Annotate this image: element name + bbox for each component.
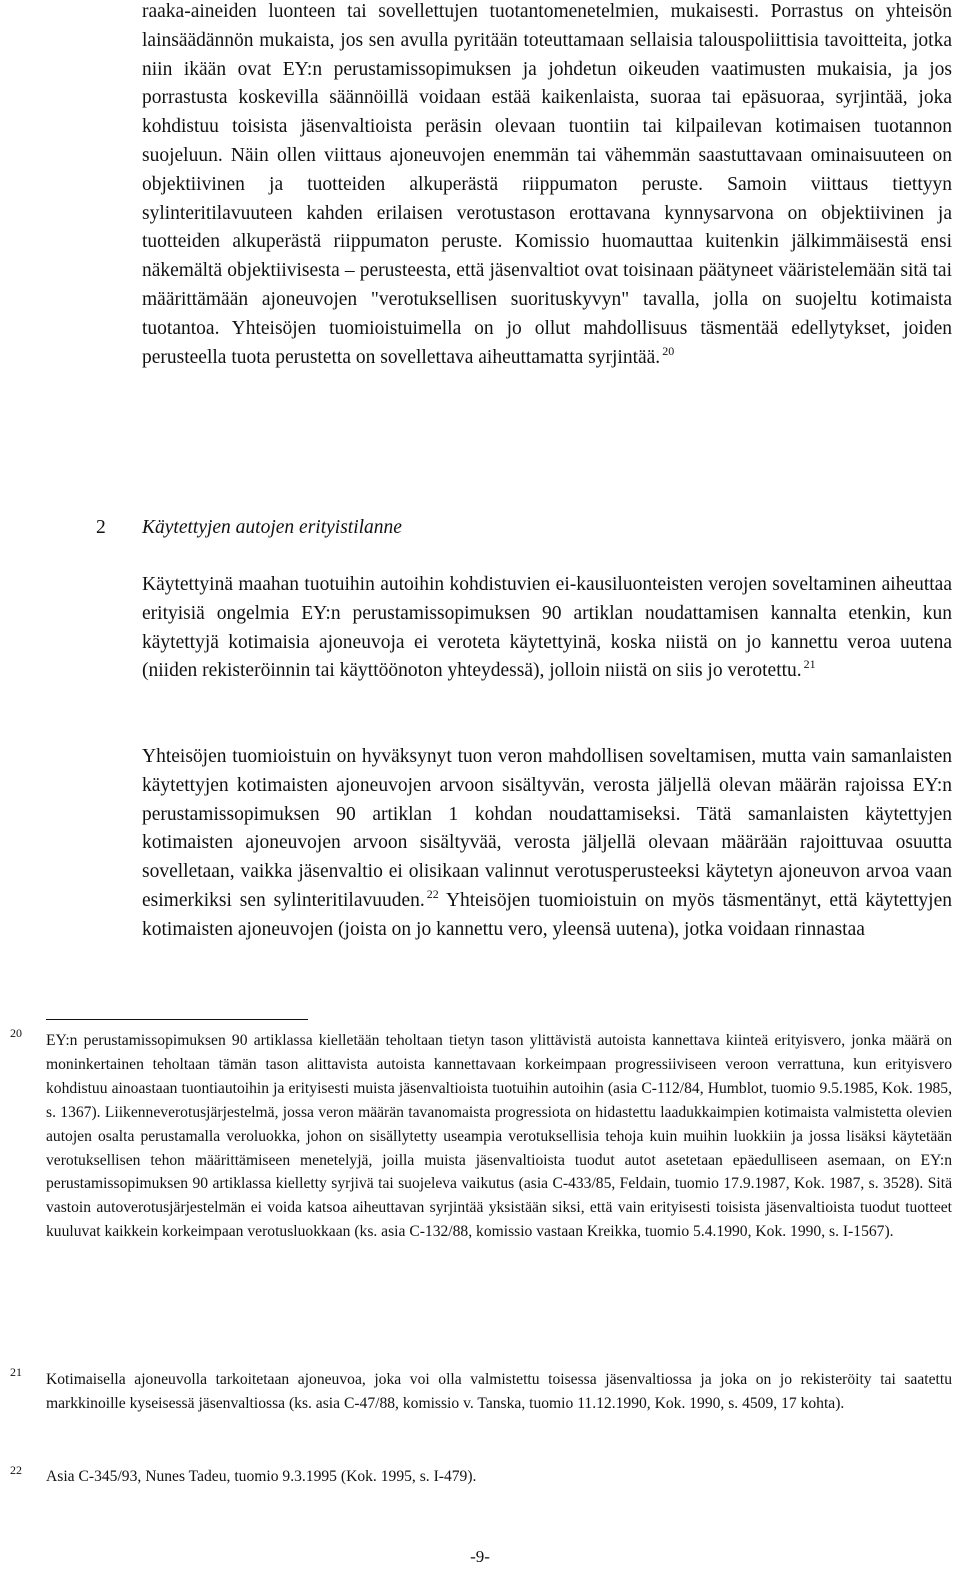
footnote-marker: 22 <box>10 1463 22 1477</box>
footnote-separator <box>46 1019 308 1020</box>
section-number: 2 <box>96 517 106 538</box>
section-title: Käytettyjen autojen erityistilanne <box>142 517 402 538</box>
paragraph-text-continued: Yhteisöjen tuomioistuin on myös täsmentänyt, että käytettyjen kotimaisten ajoneuvojen (joista on jo kannettu vero, yleensä uutena), jotka voidaan rinnastaa <box>142 889 953 940</box>
footnote-22: Asia C-345/93, Nunes Tadeu, tuomio 9.3.1995 (Kok. 1995, s. I-479). <box>46 1468 477 1485</box>
paragraph-porrastus <box>142 0 952 372</box>
footnote-20: EY:n perustamissopimuksen 90 artiklassa kielletään teholtaan tietyn tason ylittävistä autoista kannettava kiinteä erityisvero, jonka määrä on moninkertainen teholtaan tämän tason alittavista autoista kannettavaan korkeimpaan progressiiviseen veroon verrattuna, kun erityisvero kohdistuu ainoastaan tuontiautoihin ja erityisesti muista jäsenvaltioista tuotuihin autoihin (asia C-112/84, Humblot, tuomio 9.5.1985, Kok. 1985, s. 1367). Liikenneverotusjärjestelmä, jossa veron määrän tavanomaista progressiota on hidastettu laadukkaimpien kotimaista valmistetta olevien autojen osalta perustamalla veroluokka, johon on sisällytetty useampia verotuksellisia tehoja kuin muihin luokkiin ja jossa lisäksi käytetään verotuksellisen tehon määrittämiseen menetelyjä, joilla muista jäsenvaltioista tuodut autot asetetaan epäedulliseen asemaan, on EY:n perustamissopimuksen 90 artiklassa kielletty syrjivä tai suojeleva vaikutus (asia C-433/85, Feldain, tuomio 17.9.1987, Kok. 1987, s. 3528). Sitä vastoin autoverotusjärjestelmän ei voida katsoa aiheuttavan syrjintää yksistään siksi, että vain erityisesti toisista jäsenvaltioista tuodut tuotteet kuuluvat kaikkein korkeimpaan verotusluokkaan (ks. asia C-132/88, komissio vastaan Kreikka, tuomio 5.4.1990, Kok. 1990, s. I-1567). <box>46 1032 952 1241</box>
paragraph-text: raaka-aineiden luonteen tai sovellettujen tuotantomenetelmien, mukaisesti. Porrastus on yhteisön lainsäädännön mukaista, jos sen avulla pyritään toteuttamaan sellaisia talouspoliittisia tavoitteita, jotka niin ikään ovat EY:n perustamissopimuksen ja johdetun oikeuden vaatimusten mukaisia, ja jos porrastusta koskevilla säännöillä voidaan estää kaikenlaista, suoraa tai epäsuoraa, syrjintää, joka kohdistuu toisista jäsenvaltioista peräsin olevaan tuontiin tai kilpailevan kotimaisen tuotannon suojeluun. Näin ollen viittaus ajoneuvojen enemmän tai vähemmän saastuttavaan ominaisuuteen on objektiivinen ja tuotteiden alkuperästä riippumaton peruste. Samoin viittaus tiettyyn sylinteritilavuuteen kahden erilaisen verotustason erottavana kynnysarvona on objektiivinen ja tuotteiden alkuperästä riippumaton peruste. Komissio huomauttaa kuitenkin jälkimmäisestä ensi näkemältä objektiivisesta – perusteesta, että jäsenvaltiot ovat toisinaan päätyneet vääristelemään sitä tai määrittämään ajoneuvojen "verotuksellisen suorituskyvyn" tavalla, jolla on suojeltu kotimaista tuotantoa. Yhteisöjen tuomioistuimella on jo ollut mahdollisuus täsmentää edellytykset, joiden perusteella tuota perustetta on sovellettava aiheuttamatta syrjintää. <box>142 1 952 368</box>
footnote-reference[interactable]: 21 <box>803 657 816 672</box>
paragraph-court-ruling <box>142 743 952 945</box>
footnote-reference[interactable]: 20 <box>662 343 675 358</box>
paragraph-text: Yhteisöjen tuomioistuin on hyväksynyt tuon veron mahdollisen soveltamisen, mutta vain samanlaisten käytettyjen kotimaisten ajoneuvojen arvoon sisältyvän, verosta jäljellä olevan määrän rajoissa EY:n perustamissopimuksen 90 artiklan 1 kohdan noudattamiseksi. Tätä samanlaisten käytettyjen kotimaisten ajoneuvojen arvoon sisältyvää, verosta jäljellä olevaan määrään rajoittuvaa osuutta sovelletaan, vaikka jäsenvaltio ei olisikaan valinnut verotusperusteeksi käytetyn ajoneuvon arvoa vaan esimerkiksi sen sylinteritilavuuden. <box>142 746 952 911</box>
footnote-21: Kotimaisella ajoneuvolla tarkoitetaan ajoneuvoa, joka voi olla valmistettu toisessa jäsenvaltiossa ja joka on jo rekisteröity tai saatettu markkinoille kyseisessä jäsenvaltiossa (ks. asia C-47/88, komissio v. Tanska, tuomio 11.12.1990, Kok. 1990, s. 4509, 17 kohta). <box>46 1371 952 1412</box>
paragraph-used-cars <box>142 571 952 686</box>
footnote-marker: 21 <box>10 1365 22 1379</box>
page-number: -9- <box>470 1547 490 1566</box>
paragraph-text: Käytettyinä maahan tuotuihin autoihin kohdistuvien ei-kausiluonteisten verojen soveltaminen aiheuttaa erityisiä ongelmia EY:n perustamissopimuksen 90 artiklan noudattamisen kannalta etenkin, kun käytettyjä kotimaisia ajoneuvoja ei veroteta käytettyinä, koska niistä on jo kannettu veroa uutena (niiden rekisteröinnin tai käyttöönoton yhteydessä), jolloin niistä on siis jo verotettu. <box>142 574 952 682</box>
section-heading <box>96 514 402 542</box>
footnote-marker: 20 <box>10 1026 22 1040</box>
footnote-reference[interactable]: 22 <box>426 886 439 901</box>
